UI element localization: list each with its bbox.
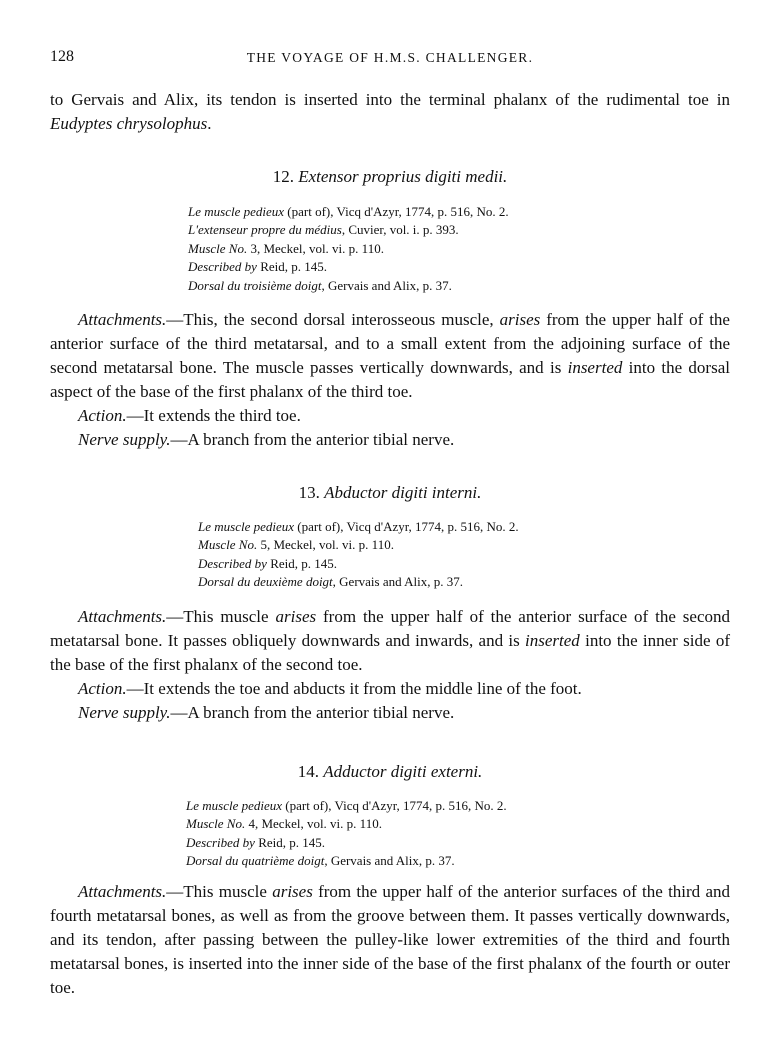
synonymy-list-14	[186, 797, 507, 871]
section-heading-13: 13. Abductor digiti interni.	[298, 483, 482, 502]
synonymy-list-13	[198, 518, 519, 592]
section-body-13	[50, 605, 730, 725]
synonym-entry: Dorsal du quatrième doigt, Gervais and Alix, p. 37.	[186, 853, 455, 869]
action-paragraph: Action.—It extends the toe and abducts it from the middle line of the foot.	[78, 679, 582, 698]
page-header	[50, 48, 730, 68]
section-heading-14: 14. Adductor digiti externi.	[297, 762, 483, 781]
synonym-entry: Le muscle pedieux (part of), Vicq d'Azyr, 1774, p. 516, No. 2.	[188, 204, 509, 219]
attachments-paragraph: Attachments.—This, the second dorsal interosseous muscle, arises from the upper half of the anterior surface of the third metatarsal, and to a small extent from the adjoining surface of the second metatarsal bone. The muscle passes vertically downwards, and is inserted into the dorsal aspect of the base of the first phalanx of the third toe.	[50, 310, 730, 401]
page-number: 128	[50, 48, 74, 65]
synonym-entry: Described by Reid, p. 145.	[186, 834, 326, 850]
section-body-14	[50, 880, 730, 1000]
synonym-entry: Described by Reid, p. 145.	[198, 555, 338, 571]
synonym-entry: Described by Reid, p. 145.	[188, 259, 328, 275]
synonym-entry: Le muscle pedieux (part of), Vicq d'Azyr, 1774, p. 516, No. 2.	[186, 798, 507, 813]
attachments-paragraph: Attachments.—This muscle arises from the upper half of the anterior surface of the second metatarsal bone. It passes obliquely downwards and inwards, and is inserted into the inner side of the base of the first phalanx of the second toe.	[50, 607, 730, 674]
synonym-entry: Muscle No. 4, Meckel, vol. vi. p. 110.	[186, 816, 382, 832]
attachments-paragraph: Attachments.—This muscle arises from the upper half of the anterior surfaces of the third and fourth metatarsal bones, as well as from the groove between them. It passes vertically downwards, and its tendon, after passing between the pulley-like lower extremities of the third and fourth metatarsal bones, is inserted into the inner side of the base of the first phalanx of the fourth or outer toe.	[50, 882, 730, 997]
synonym-entry: Muscle No. 3, Meckel, vol. vi. p. 110.	[188, 240, 384, 256]
synonym-entry: Muscle No. 5, Meckel, vol. vi. p. 110.	[198, 537, 394, 553]
synonym-entry: Le muscle pedieux (part of), Vicq d'Azyr, 1774, p. 516, No. 2.	[198, 519, 519, 534]
nerve-supply-paragraph: Nerve supply.—A branch from the anterior tibial nerve.	[78, 430, 455, 449]
action-paragraph: Action.—It extends the third toe.	[78, 406, 301, 425]
synonymy-list-12	[188, 203, 509, 295]
continuation-paragraph: to Gervais and Alix, its tendon is inserted into the terminal phalanx of the rudimental toe in Eudyptes chrysolophus.	[50, 90, 730, 133]
synonym-entry: L'extenseur propre du médius, Cuvier, vol. i. p. 393.	[188, 222, 459, 238]
section-heading-12: 12. Extensor proprius digiti medii.	[272, 167, 508, 186]
synonym-entry: Dorsal du troisième doigt, Gervais and Alix, p. 37.	[188, 277, 452, 293]
running-title: THE VOYAGE OF H.M.S. CHALLENGER.	[246, 50, 534, 65]
section-body-12	[50, 308, 730, 452]
synonym-entry: Dorsal du deuxième doigt, Gervais and Alix, p. 37.	[198, 574, 464, 590]
nerve-supply-paragraph: Nerve supply.—A branch from the anterior tibial nerve.	[78, 703, 455, 722]
species-name: Eudyptes chrysolophus	[50, 114, 208, 133]
